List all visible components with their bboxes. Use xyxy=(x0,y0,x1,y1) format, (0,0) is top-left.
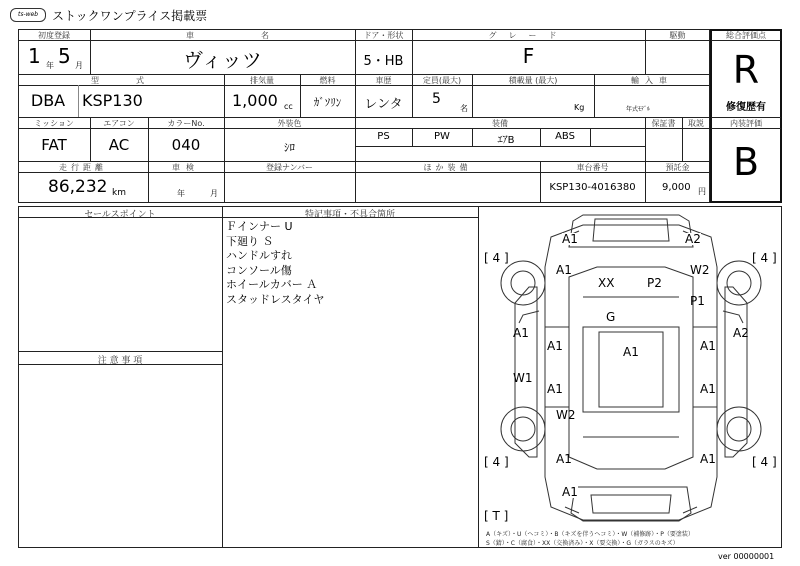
page-title: ストックワンプライス掲載票 xyxy=(52,9,208,23)
deposit: 9,000 xyxy=(662,182,691,193)
label-drive: 駆動 xyxy=(669,31,686,40)
remarks-title: 特記事項・不具合箇所 xyxy=(304,210,395,220)
damage-mark: A2 xyxy=(733,326,749,340)
label-aircon: エアコン xyxy=(103,119,135,128)
first-reg-month: 5 xyxy=(58,44,71,68)
mileage: 86,232 xyxy=(48,177,108,197)
label-color-no: カラーNo. xyxy=(167,119,205,128)
inspection-year-unit: 年 xyxy=(177,189,185,198)
grade-value: F xyxy=(522,44,535,68)
damage-mark: G xyxy=(606,310,616,324)
damage-mark: A1 xyxy=(513,326,529,340)
displacement: 1,000 xyxy=(232,91,278,110)
remark-item: ハンドルすれ xyxy=(226,249,292,262)
damage-mark: A1 xyxy=(700,382,716,396)
equipment-item: PS xyxy=(377,131,390,142)
model-prefix: DBA xyxy=(30,91,66,110)
first-reg-year: 1 xyxy=(28,44,41,68)
tire-count-rear-left: [ 4 ] xyxy=(484,455,509,469)
tire-front-right xyxy=(717,261,761,305)
remarks-list xyxy=(226,220,324,307)
label-interior-grade: 内装評価 xyxy=(730,119,762,128)
label-vehicle-history: 車歴 xyxy=(375,76,392,85)
label-inspection: 車検 xyxy=(172,163,200,172)
label-first-reg: 初度登録 xyxy=(38,31,70,40)
first-reg-year-unit: 年 xyxy=(46,61,54,70)
label-door: ドア・形状 xyxy=(363,31,404,40)
door-shape: 5・HB xyxy=(363,54,404,69)
damage-mark: P1 xyxy=(690,294,705,308)
damage-mark: A1 xyxy=(700,339,716,353)
sales-point-title: セールスポイント xyxy=(84,210,156,220)
label-manual: 取説 xyxy=(688,119,704,128)
car-outline-front xyxy=(569,215,693,247)
fuel: ｶﾞｿﾘﾝ xyxy=(313,96,342,109)
label-other-equipment: ほか装備 xyxy=(423,163,472,172)
damage-mark: A1 xyxy=(556,452,572,466)
label-model-a: 型 xyxy=(91,76,99,85)
label-displacement: 排気量 xyxy=(250,76,274,85)
label-car-name-b: 名 xyxy=(261,31,269,40)
inspection-month-unit: 月 xyxy=(210,189,218,198)
vehicle-history: レンタ xyxy=(364,97,403,112)
damage-mark: A1 xyxy=(623,345,639,359)
tire-count-rear-right: [ 4 ] xyxy=(752,455,777,469)
color-no: 040 xyxy=(171,136,201,154)
tire-front-left xyxy=(501,261,545,305)
overall-grade: R xyxy=(732,48,760,92)
label-mission: ミッション xyxy=(34,119,74,128)
damage-mark: A1 xyxy=(556,263,572,277)
damage-mark: A2 xyxy=(685,232,701,246)
damage-legend-line-1: A（キズ）・U（ヘコミ）・B（キズを伴うヘコミ）・W（補修跡）・P（要塗装） xyxy=(486,531,694,538)
label-capacity: 定員(最大) xyxy=(422,76,462,85)
tire-count-front-right: [ 4 ] xyxy=(752,251,777,265)
label-fuel: 燃料 xyxy=(319,76,336,85)
damage-mark: W1 xyxy=(513,371,533,385)
aircon: AC xyxy=(108,136,130,154)
label-car-name-a: 車 xyxy=(186,31,194,40)
damage-legend-line-2: S（錆）・C（腐食）・XX（交換済み）・X（要交換）・G（ガラスのキズ） xyxy=(486,540,679,547)
remark-item: 下廻り Ｓ xyxy=(226,234,274,248)
caution-title: 注 意 事 項 xyxy=(97,356,143,366)
load-unit: Kg xyxy=(574,103,585,112)
exterior-color: ｼﾛ xyxy=(284,141,295,154)
deposit-unit: 円 xyxy=(698,187,706,196)
damage-mark: A1 xyxy=(547,339,563,353)
damage-mark: P2 xyxy=(647,276,662,290)
interior-grade: B xyxy=(732,140,760,184)
tire-count-front-left: [ 4 ] xyxy=(484,251,509,265)
mileage-unit: km xyxy=(112,188,126,198)
damage-mark: A1 xyxy=(547,382,563,396)
remark-item: コンソール傷 xyxy=(226,263,292,277)
car-name: ヴィッツ xyxy=(183,48,262,72)
equipment-item: PW xyxy=(434,131,450,142)
label-chassis-no: 車台番号 xyxy=(576,163,609,172)
version-label: ver 00000001 xyxy=(718,552,775,561)
damage-mark: A1 xyxy=(562,232,578,246)
remark-item: スタッドレスタイヤ xyxy=(226,292,325,306)
chassis-no: KSP130-4016380 xyxy=(549,182,636,193)
repair-history: 修復歴有 xyxy=(726,102,766,113)
car-outline-rear xyxy=(571,487,691,521)
damage-mark: W2 xyxy=(690,263,710,277)
remark-item: Ｆインナー U xyxy=(226,220,293,233)
mission: FAT xyxy=(41,136,67,154)
label-warranty: 保証書 xyxy=(651,119,676,128)
damage-mark: XX xyxy=(598,276,615,290)
label-plate: 登録ナンバー xyxy=(265,163,314,172)
label-model-b: 式 xyxy=(136,76,144,85)
label-mileage: 走行距離 xyxy=(59,163,107,172)
tire-rear-left xyxy=(501,407,545,451)
capacity-unit: 名 xyxy=(460,104,468,113)
damage-mark: W2 xyxy=(556,408,576,422)
tire-rear-right xyxy=(717,407,761,451)
damage-mark: A1 xyxy=(700,452,716,466)
displacement-unit: cc xyxy=(284,102,293,111)
label-exterior-color: 外装色 xyxy=(277,119,302,128)
equipment-item: ABS xyxy=(555,131,575,142)
equipment-item: ｴｱB xyxy=(497,135,515,146)
label-overall-grade: 総合評価点 xyxy=(726,31,766,40)
label-equipment: 装備 xyxy=(492,119,508,128)
label-import: 輸入車 xyxy=(631,76,673,85)
logo: ts-web xyxy=(10,8,46,22)
label-grade: グレード xyxy=(488,31,569,40)
damage-mark: A1 xyxy=(562,485,578,499)
label-deposit: 預託金 xyxy=(665,163,690,172)
model: KSP130 xyxy=(82,91,143,110)
model-year-label: 年式ﾓﾃﾞﾙ xyxy=(626,106,651,113)
first-reg-month-unit: 月 xyxy=(75,61,83,70)
tire-count-spare: [ T ] xyxy=(484,509,509,523)
capacity: 5 xyxy=(432,91,441,107)
remark-item: ホイールカバー Ａ xyxy=(226,278,318,291)
label-load: 積載量 (最大) xyxy=(508,76,558,85)
